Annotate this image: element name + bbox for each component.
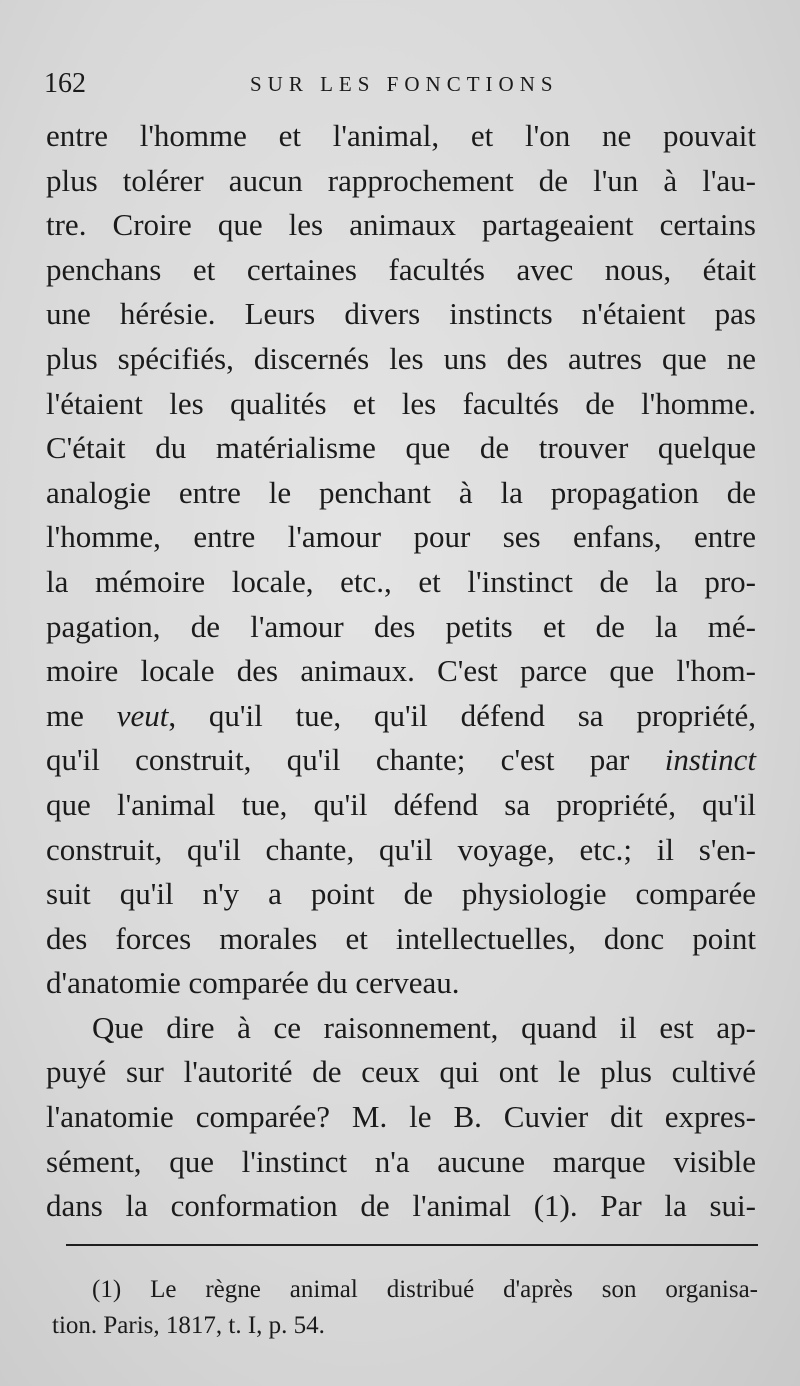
- footnote-line: (1) Le règne animal distribué d'après son organisa-: [92, 1276, 758, 1303]
- text-line: des forces morales et intellectuelles, donc point: [46, 920, 756, 956]
- text-line: l'homme, entre l'amour pour ses enfans, entre: [46, 519, 756, 555]
- text-line: construit, qu'il chante, qu'il voyage, etc.; il s'en-: [46, 831, 756, 867]
- text-line: une hérésie. Leurs divers instincts n'étaient pas: [46, 296, 756, 332]
- text-line-with-italic: [46, 694, 756, 739]
- page-header: [44, 64, 754, 104]
- text-fragment: qu'il construit, qu'il chante; c'est par: [46, 742, 665, 778]
- page-number: 162: [44, 68, 86, 99]
- text-line: plus spécifiés, discernés les uns des autres que ne: [46, 340, 756, 376]
- text-line: suit qu'il n'y a point de physiologie comparée: [46, 876, 756, 912]
- text-line: l'étaient les qualités et les facultés de l'homme.: [46, 385, 756, 421]
- text-line: analogie entre le penchant à la propagation de: [46, 474, 756, 510]
- text-line: penchans et certaines facultés avec nous, était: [46, 251, 756, 287]
- footnote-divider: [66, 1244, 758, 1246]
- text-line: pagation, de l'amour des petits et de la mé-: [46, 608, 756, 644]
- text-line: plus tolérer aucun rapprochement de l'un à l'au-: [46, 162, 756, 198]
- italic-word-veut: veut: [116, 697, 169, 733]
- running-title: SUR LES FONCTIONS: [250, 72, 559, 96]
- text-line: Que dire à ce raisonnement, quand il est ap-: [92, 1009, 756, 1045]
- footnote: [52, 1272, 758, 1344]
- text-line: l'anatomie comparée? M. le B. Cuvier dit expres-: [46, 1099, 756, 1135]
- footnote-line: tion. Paris, 1817, t. I, p. 54.: [52, 1312, 325, 1339]
- text-line-with-italic: [46, 738, 756, 783]
- text-line: que l'animal tue, qu'il défend sa propriété, qu'il: [46, 786, 756, 822]
- text-fragment: me: [46, 697, 117, 733]
- text-line: la mémoire locale, etc., et l'instinct de la pro-: [46, 563, 756, 599]
- text-line: C'était du matérialisme que de trouver quelque: [46, 430, 756, 466]
- text-fragment: , qu'il tue, qu'il défend sa propriété,: [168, 697, 756, 733]
- text-line: moire locale des animaux. C'est parce que l'hom-: [46, 653, 756, 689]
- text-line: tre. Croire que les animaux partageaient certains: [46, 207, 756, 243]
- body-text: [46, 114, 756, 1229]
- italic-word-instinct: instinct: [664, 742, 756, 778]
- text-line: sément, que l'instinct n'a aucune marque visible: [46, 1143, 756, 1179]
- text-line: entre l'homme et l'animal, et l'on ne pouvait: [46, 118, 756, 153]
- text-line: d'anatomie comparée du cerveau.: [46, 965, 460, 1001]
- text-line: dans la conformation de l'animal (1). Par la sui-: [46, 1188, 756, 1224]
- text-line: puyé sur l'autorité de ceux qui ont le plus cultivé: [46, 1054, 756, 1090]
